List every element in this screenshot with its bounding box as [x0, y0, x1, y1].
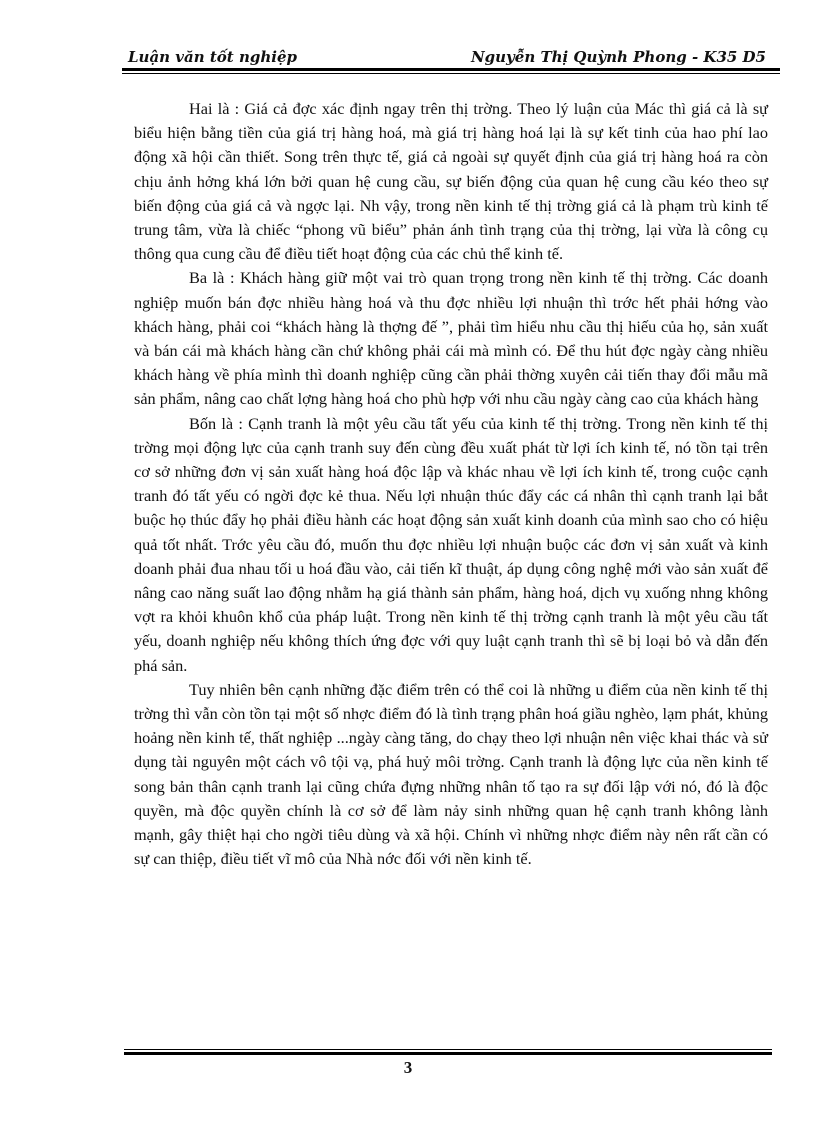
paragraph-bon-la: Bốn là : Cạnh tranh là một yêu cầu tất yếu của kinh tế thị trờng. Trong nền kinh tế thị trờng mọi động lực của cạnh tranh suy đến cùng đều xuất phát từ lợi ích kinh tế, nó tồn tại trên cơ sở những đơn vị sản xuất hàng hoá độc lập và khác nhau về lợi ích kinh tế, trong cuộc cạnh tranh đó tất yếu có ngời đợc kẻ thua. Nếu lợi nhuận thúc đẩy các cá nhân thì cạnh tranh lại bắt buộc họ thúc đẩy họ phải điều hành các hoạt động sản xuất kinh doanh của mình sao cho có hiệu quả tốt nhất. Trớc yêu cầu đó, muốn thu đợc nhiều lợi nhuận buộc các đơn vị sản xuất và kinh doanh phải đua nhau tối u hoá đầu vào, cải tiến kĩ thuật, áp dụng công nghệ mới vào sản xuất để nâng cao năng suất lao động nhằm hạ giá thành sản phẩm, hàng hoá, dịch vụ xuống nhng không vợt ra khỏi khuôn khổ của pháp luật. Trong nền kinh tế thị trờng cạnh tranh là một yêu cầu tất yếu, doanh nghiệp nếu không thích ứng đợc với quy luật cạnh tranh thì sẽ bị loại bỏ và dẫn đến phá sản.: [134, 413, 768, 675]
header-author: Nguyễn Thị Quỳnh Phong - K35 D5: [470, 48, 766, 66]
running-header: [122, 46, 772, 68]
header-rule-thick: [122, 68, 780, 71]
paragraph-ba-la: Ba là : Khách hàng giữ một vai trò quan trọng trong nền kinh tế thị trờng. Các doanh nghiệp muốn bán đợc nhiều hàng hoá và thu đợc nhiều lợi nhuận thì trớc hết phải hớng vào khách hàng, phải coi “khách hàng là thợng đế ”, phải tìm hiểu nhu cầu thị hiếu của họ, sản xuất và bán cái mà khách hàng cần chứ không phải cái mà mình có. Để thu hút đợc ngày càng nhiều khách hàng về phía mình thì doanh nghiệp cũng cần phải thờng xuyên cải tiến thay đổi mẫu mã sản phẩm, nâng cao chất lợng hàng hoá cho phù hợp với nhu cầu ngày càng cao của khách hàng: [134, 268, 768, 409]
page-number: 3: [403, 1058, 413, 1077]
header-thesis-label: Luận văn tốt nghiệp: [128, 48, 297, 66]
body-text: [134, 97, 768, 872]
paragraph-hai-la: Hai là : Giá cả đợc xác định ngay trên thị trờng. Theo lý luận của Mác thì giá cả là sự biểu hiện bằng tiền của giá trị hàng hoá, mà giá trị hàng hoá lại là sự kết tinh của hao phí lao động xã hội cần thiết. Song trên thực tế, giá cả ngoài sự quyết định của giá trị hàng hoá ra còn chịu ảnh hởng khá lớn bởi quan hệ cung cầu, sự biến động của quan hệ cung cầu kéo theo sự biến động của giá cả và ngợc lại. Nh vậy, trong nền kinh tế thị trờng giá cả là phạm trù kinh tế trung tâm, vừa là chiếc “phong vũ biểu” phản ánh tình trạng của thị trờng, lại vừa là công cụ thông qua cung cầu để điều tiết hoạt động của các chủ thể kinh tế.: [134, 99, 768, 264]
paragraph-tuy-nhien: Tuy nhiên bên cạnh những đặc điểm trên có thể coi là những u điểm của nền kinh tế thị trờng thì vẫn còn tồn tại một số nhợc điểm đó là tình trạng phân hoá giầu nghèo, lạm phát, khủng hoảng nền kinh tế, thất nghiệp ...ngày càng tăng, do chạy theo lợi nhuận nên việc khai thác và sử dụng tài nguyên một cách vô tội vạ, phá huỷ môi trờng. Cạnh tranh là động lực của nền kinh tế song bản thân cạnh tranh lại cũng chứa đựng những nhân tố tạo ra sự đối lập với nó, đó là độc quyền, mà độc quyền chính là cơ sở để làm nảy sinh những quan hệ cạnh tranh không lành mạnh, gây thiệt hại cho ngời tiêu dùng và xã hội. Chính vì những nhợc điểm này nên rất cần có sự can thiệp, điều tiết vĩ mô của Nhà nớc đối với nền kinh tế.: [134, 679, 768, 869]
footer-rule-thick: [124, 1052, 772, 1055]
header-rule-thin: [122, 73, 780, 74]
footer-rule-thin: [124, 1049, 772, 1050]
